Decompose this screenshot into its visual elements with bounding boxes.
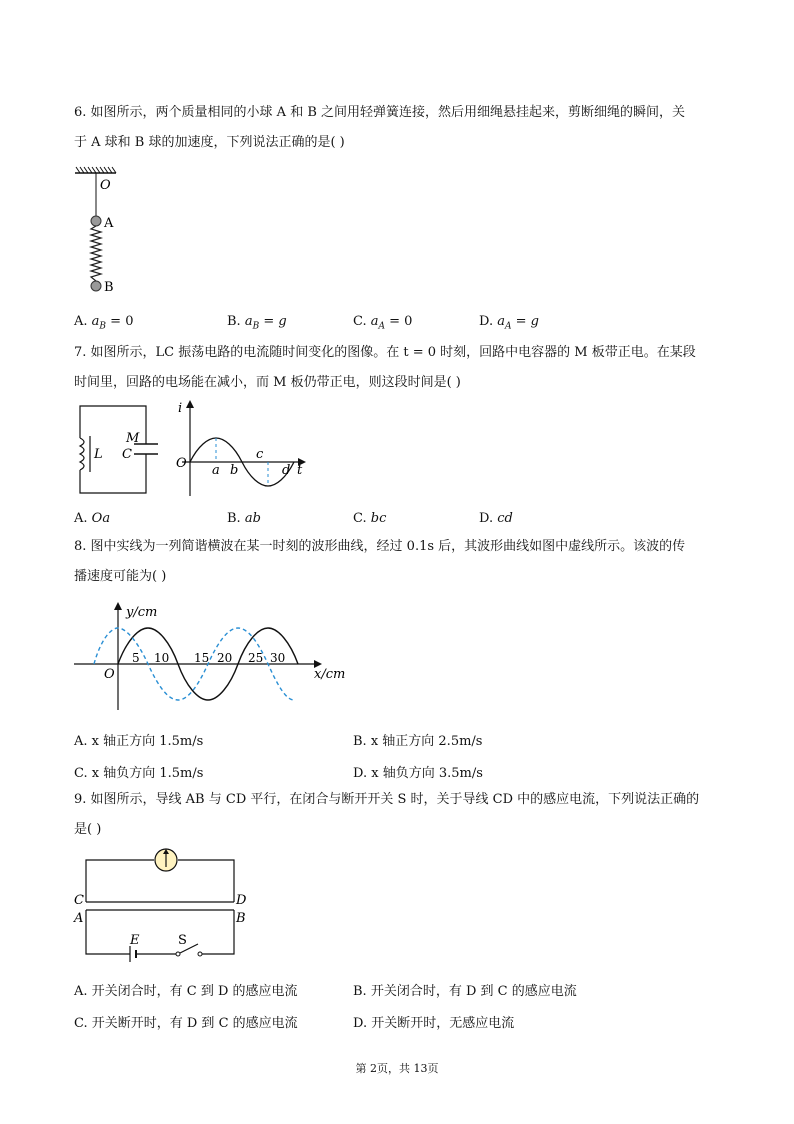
q8-tick-25: 25: [248, 651, 264, 665]
q7-option-c[interactable]: C. bc: [353, 511, 387, 526]
q6-label-O: O: [100, 178, 111, 193]
q7-line1: 7. 如图所示，LC 振荡电路的电流随时间变化的图像。在 t = 0 时刻，回路中电容器的 M 板带正电。在某段: [74, 345, 696, 360]
page-footer: 第 2页，共 13页: [355, 1062, 439, 1075]
q6-line2: 于 A 球和 B 球的加速度，下列说法正确的是( ): [74, 135, 345, 150]
inductor: [80, 438, 84, 470]
q6-label-A: A: [104, 216, 114, 231]
q7-label-M: M: [126, 431, 140, 446]
ball-a: [91, 216, 101, 226]
q9-stem: [74, 785, 724, 845]
q6-option-c[interactable]: C. $a_A = 0$: [353, 314, 413, 332]
q9-option-d[interactable]: D. 开关断开时，无感应电流: [353, 1016, 515, 1031]
q8-origin: O: [104, 667, 115, 682]
q8-tick-30: 30: [270, 651, 286, 665]
q6-line1: 6. 如图所示，两个质量相同的小球 A 和 B 之间用轻弹簧连接，然后用细绳悬挂起来，剪断细绳的瞬间，关: [74, 105, 686, 120]
q6-spring-figure: [70, 165, 150, 300]
q7-label-L: L: [94, 447, 103, 462]
q9-option-a[interactable]: A. 开关闭合时，有 C 到 D 的感应电流: [74, 984, 298, 999]
q7-option-b[interactable]: B. ab: [227, 511, 261, 526]
q8-xlabel: x/cm: [314, 667, 346, 682]
spring: [91, 226, 101, 281]
q7-lc-figure: [70, 398, 320, 503]
q8-tick-5: 5: [132, 651, 140, 665]
q7-label-O: O: [176, 456, 187, 471]
q7-label-C: C: [122, 447, 132, 462]
q8-option-b[interactable]: B. x 轴正方向 2.5m/s: [353, 734, 483, 749]
q7-line2: 时间里，回路的电场能在减小，而 M 板仍带正电，则这段时间是( ): [74, 375, 461, 390]
q8-tick-15: 15: [194, 651, 210, 665]
q7-label-a: a: [212, 463, 220, 478]
q8-option-d[interactable]: D. x 轴负方向 3.5m/s: [353, 766, 483, 781]
q8-option-c[interactable]: C. x 轴负方向 1.5m/s: [74, 766, 204, 781]
q6-label-B: B: [104, 280, 114, 295]
q7-label-i: i: [178, 401, 183, 416]
q8-tick-20: 20: [217, 651, 233, 665]
q6-option-a[interactable]: A. $a_B = 0$: [74, 314, 134, 332]
q9-label-D: D: [236, 893, 247, 908]
q7-stem: [74, 338, 724, 398]
q7-option-d[interactable]: D. cd: [479, 511, 513, 526]
q8-tick-10: 10: [154, 651, 170, 665]
q6-option-b[interactable]: B. $a_B = g$: [227, 314, 287, 332]
q9-label-C: C: [74, 893, 84, 908]
ball-b: [91, 281, 101, 291]
q7-label-c: c: [256, 447, 264, 462]
q8-ylabel: y/cm: [126, 605, 158, 620]
q9-line2: 是( ): [74, 822, 102, 837]
q9-label-S: S: [178, 933, 187, 948]
q8-wave-figure: [70, 598, 360, 718]
q8-stem: [74, 532, 724, 592]
q6-stem: [74, 98, 724, 158]
q8-line1: 8. 图中实线为一列简谐横波在某一时刻的波形曲线，经过 0.1s 后，其波形曲线如图中虚线所示。该波的传: [74, 539, 686, 554]
q9-label-A: A: [74, 911, 84, 926]
q9-option-b[interactable]: B. 开关闭合时，有 D 到 C 的感应电流: [353, 984, 577, 999]
q9-label-B: B: [236, 911, 246, 926]
q7-label-t: t: [297, 463, 303, 478]
q7-label-d: d: [282, 463, 291, 478]
q9-circuit-figure: [70, 840, 250, 970]
q9-label-E: E: [130, 933, 140, 948]
q7-label-b: b: [230, 463, 239, 478]
q9-line1: 9. 如图所示，导线 AB 与 CD 平行，在闭合与断开开关 S 时，关于导线 CD 中的感应电流，下列说法正确的: [74, 792, 700, 807]
q8-option-a[interactable]: A. x 轴正方向 1.5m/s: [74, 734, 204, 749]
q8-line2: 播速度可能为( ): [74, 569, 167, 584]
q7-option-a[interactable]: A. Oa: [74, 511, 111, 526]
q6-option-d[interactable]: D. $a_A = g$: [479, 314, 539, 332]
q9-option-c[interactable]: C. 开关断开时，有 D 到 C 的感应电流: [74, 1016, 298, 1031]
